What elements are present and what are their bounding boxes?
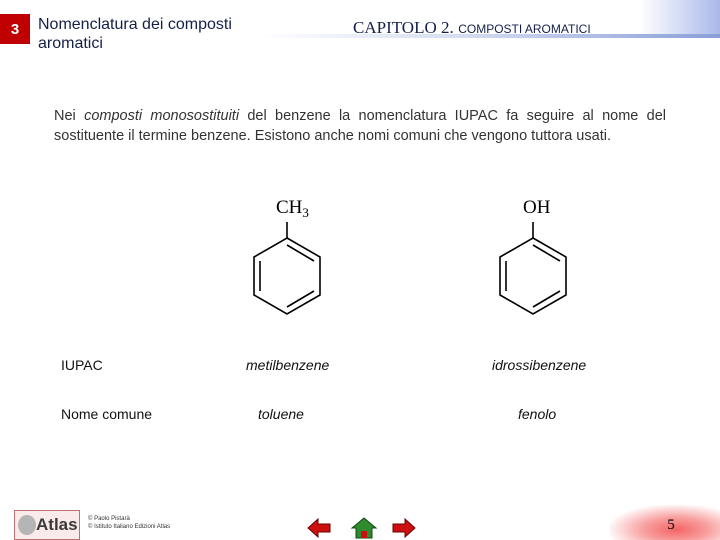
chapter-heading (353, 18, 591, 38)
globe-icon (18, 515, 36, 535)
logo-text: Atlas (36, 515, 78, 534)
intro-paragraph (54, 107, 666, 146)
section-number-badge: 3 (0, 14, 30, 44)
section-title: Nomenclatura dei composti aromatici (38, 16, 232, 52)
home-icon[interactable] (350, 516, 378, 540)
phenol-substituent-label (523, 197, 550, 219)
toluene-iupac-name: metilbenzene (246, 357, 330, 373)
intro-text-before: Nei (54, 108, 85, 124)
header-corner-decoration (640, 0, 720, 34)
toluene-substituent-label (276, 197, 309, 221)
phenol-structure (488, 220, 578, 320)
iupac-row-label: IUPAC (61, 357, 103, 373)
toluene-subscript: 3 (302, 205, 309, 221)
toluene-structure (240, 220, 330, 320)
phenol-common-name: fenolo (518, 406, 557, 422)
phenol-iupac-name: idrossibenzene (492, 357, 587, 373)
next-icon[interactable] (390, 516, 418, 540)
phenol-substituent: OH (523, 197, 551, 218)
toluene-substituent: CH (276, 197, 303, 218)
toluene-common-name: toluene (258, 406, 304, 422)
intro-text-after: del benzene la nomenclatura IUPAC fa seguire al nome del sostituente il termine benzene. Esistono anche nomi comuni che vengono tuttora usati. (54, 108, 666, 144)
intro-emphasis: composti monosostituiti (84, 108, 240, 124)
atlas-logo (14, 510, 80, 540)
common-name-row-label: Nome comune (61, 406, 153, 422)
credit-publisher: © Istituto Italiano Edizioni Atlas (88, 524, 171, 530)
chapter-title: COMPOSTI AROMATICI (458, 22, 591, 36)
page-number: 5 (667, 517, 675, 533)
chapter-prefix: CAPITOLO 2. (353, 18, 454, 37)
previous-icon[interactable] (305, 516, 333, 540)
credit-author: © Paolo Pistarà (88, 516, 130, 522)
footer-credits (88, 515, 170, 531)
